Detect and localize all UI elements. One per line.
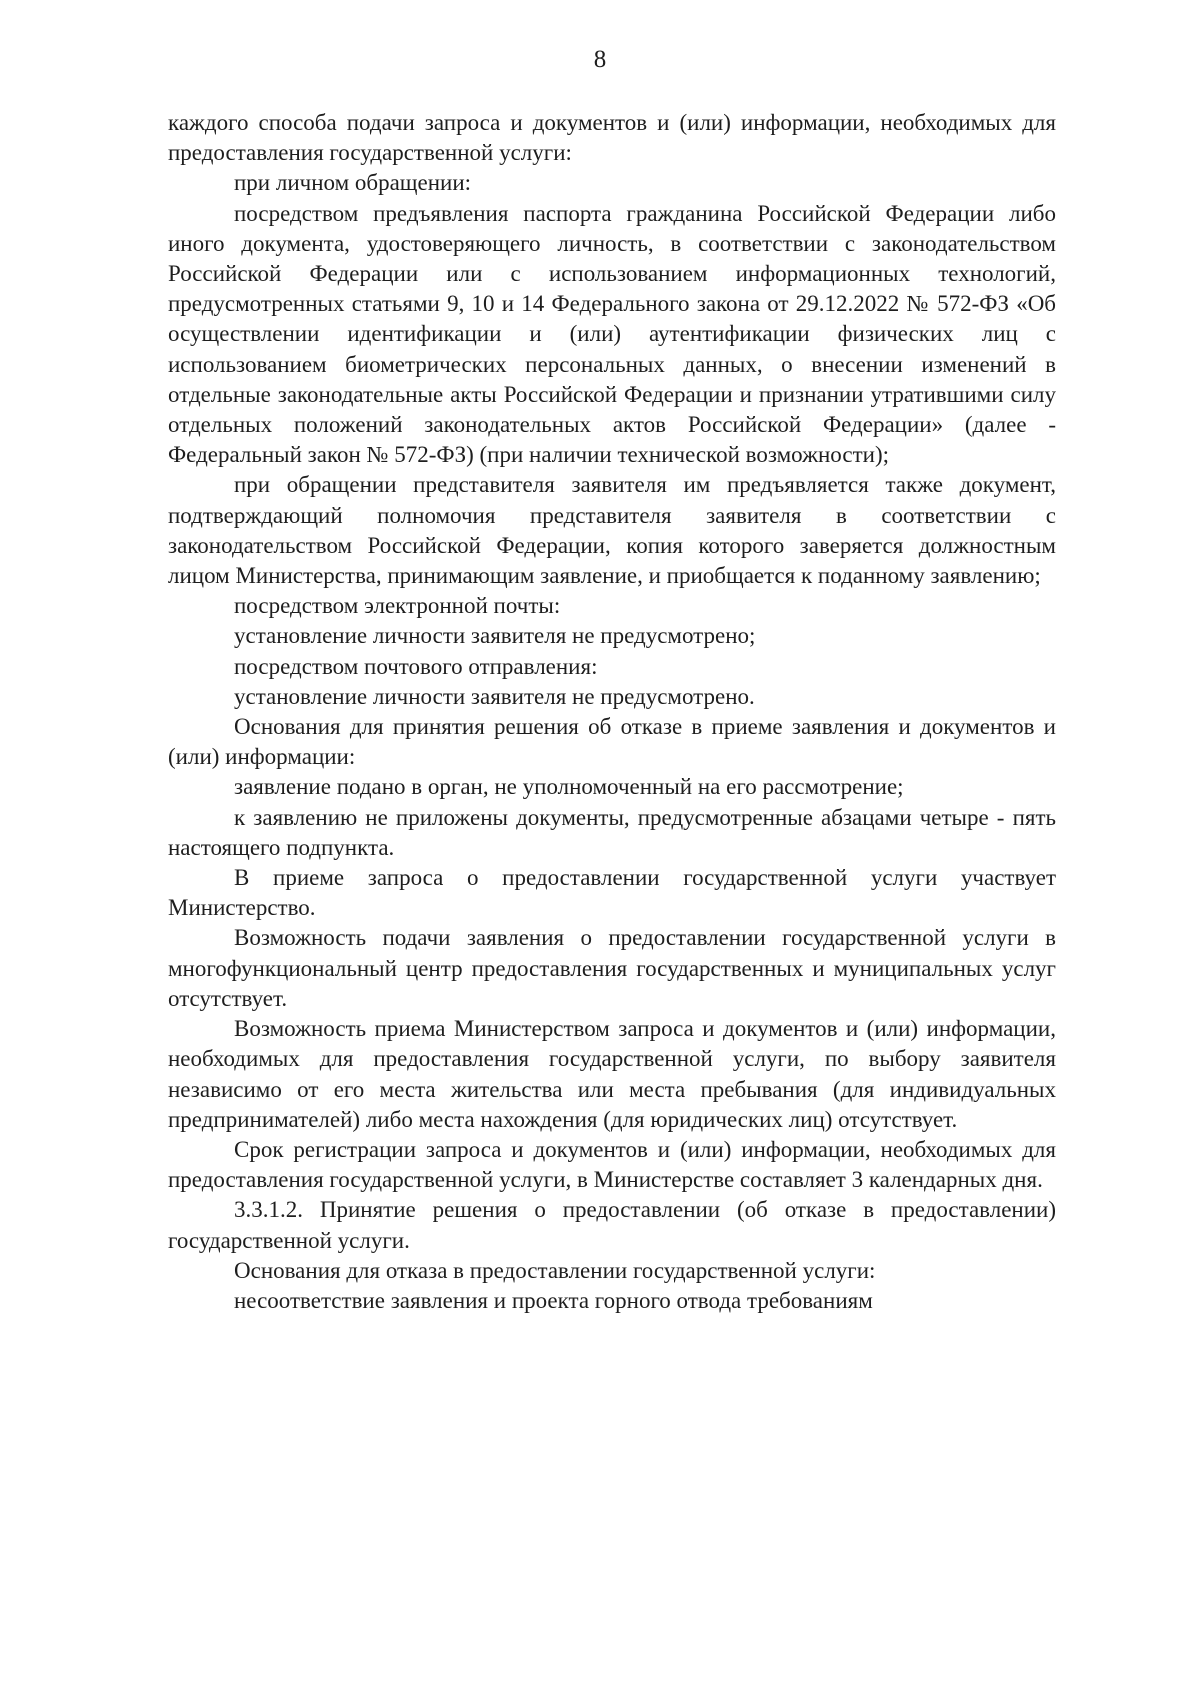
paragraph: посредством почтового отправления: — [234, 653, 598, 679]
paragraph: заявление подано в орган, не уполномоченный на его рассмотрение; — [234, 774, 904, 800]
document-body — [168, 108, 1056, 1316]
paragraph: посредством электронной почты: — [234, 593, 561, 619]
paragraph: Основания для отказа в предоставлении государственной услуги: — [234, 1257, 876, 1283]
paragraph: посредством предъявления паспорта гражданина Российской Федерации либо иного документа, удостоверяющего личность, в соответствии с законодательством Российской Федерации или с использованием информационных технологий, предусмотренных статьями 9, 10 и 14 Федерального закона от 29.12.2022 № 572-ФЗ «Об осуществлении идентификации и (или) аутентификации физических лиц с использованием биометрических персональных данных, о внесении изменений в отдельные законодательные акты Российской Федерации и признании утратившими силу отдельных положений законодательных актов Российской Федерации» (далее - Федеральный закон № 572-ФЗ) (при наличии технической возможности); — [168, 200, 1056, 468]
paragraph: установление личности заявителя не предусмотрено; — [234, 623, 756, 649]
paragraph: каждого способа подачи запроса и документов и (или) информации, необходимых для предоставления государственной услуги: — [168, 110, 1056, 166]
paragraph: при личном обращении: — [234, 170, 472, 196]
paragraph: 3.3.1.2. Принятие решения о предоставлении (об отказе в предоставлении) государственной услуги. — [168, 1197, 1056, 1253]
paragraph: при обращении представителя заявителя им предъявляется также документ, подтверждающий полномочия представителя заявителя в соответствии с законодательством Российской Федерации, копия которого заверяется должностным лицом Министерства, принимающим заявление, и приобщается к поданному заявлению; — [168, 472, 1056, 589]
paragraph: В приеме запроса о предоставлении государственной услуги участвует Министерство. — [168, 865, 1056, 921]
paragraph: к заявлению не приложены документы, предусмотренные абзацами четыре - пять настоящего подпункта. — [168, 804, 1056, 860]
page-number: 8 — [593, 46, 607, 73]
paragraph: несоответствие заявления и проекта горного отвода требованиям — [234, 1287, 873, 1313]
paragraph: Возможность подачи заявления о предоставлении государственной услуги в многофункциональный центр предоставления государственных и муниципальных услуг отсутствует. — [168, 925, 1056, 1011]
paragraph: Основания для принятия решения об отказе в приеме заявления и документов и (или) информации: — [168, 714, 1056, 770]
paragraph: Возможность приема Министерством запроса и документов и (или) информации, необходимых для предоставления государственной услуги, по выбору заявителя независимо от его места жительства или места пребывания (для индивидуальных предпринимателей) либо места нахождения (для юридических лиц) отсутствует. — [168, 1016, 1056, 1132]
paragraph: установление личности заявителя не предусмотрено. — [234, 683, 755, 709]
paragraph: Срок регистрации запроса и документов и (или) информации, необходимых для предоставления государственной услуги, в Министерстве составляет 3 календарных дня. — [168, 1136, 1056, 1193]
